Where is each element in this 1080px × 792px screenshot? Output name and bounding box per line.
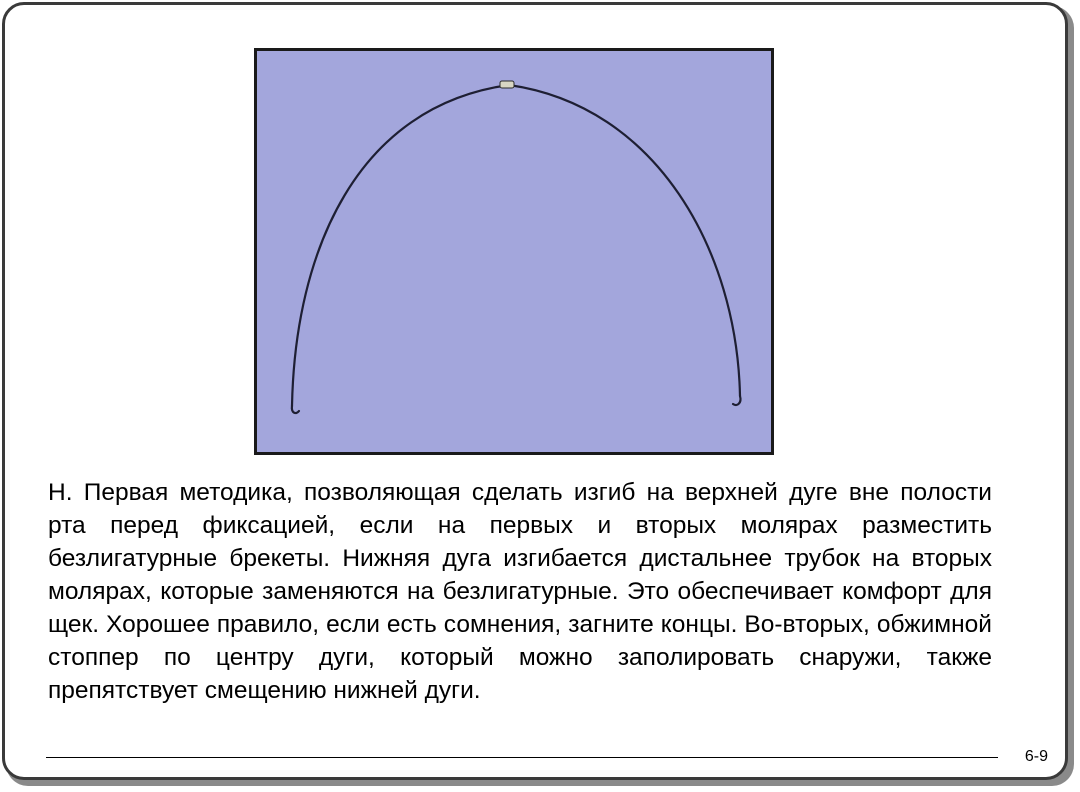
slide-caption: Н. Первая методика, позволяющая сделать изгиб на верхней дуге вне полости рта перед фиксацией, если на первых и вторых молярах разместить безлигатурные брекеты. Нижняя дуга изгибается дистальнее трубок на вторых молярах, которые заменяются на безлигатурные. Это обеспечивает комфорт для щек. Хорошее правило, если есть сомнения, загните концы. Во-вторых, обжимной стоппер по центру дуги, который можно заполировать снаружи, также препятствует смещению нижней дуги. (48, 479, 992, 704)
archwire-photo (254, 48, 774, 455)
footer-divider (46, 757, 998, 758)
crimp-stopper (500, 81, 514, 88)
archwire-left-hook (292, 406, 299, 413)
archwire-right-hook (733, 396, 740, 405)
archwire-arc (292, 85, 740, 406)
archwire-illustration (257, 51, 771, 452)
page-number: 6-9 (1024, 748, 1048, 765)
